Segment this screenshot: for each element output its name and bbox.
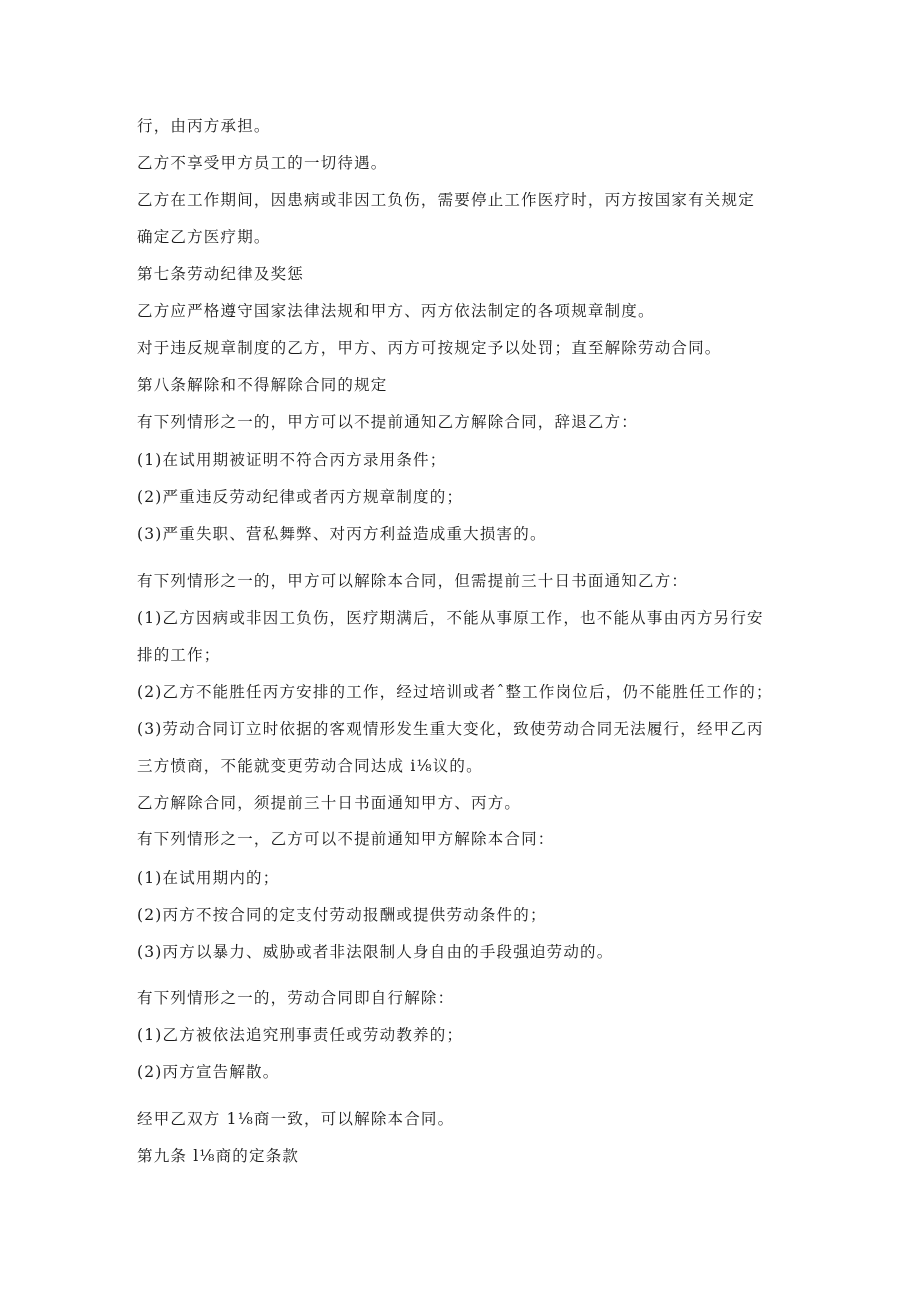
list-item: (2)严重违反劳动纪律或者丙方规章制度的； — [137, 488, 464, 506]
list-item: (1)在试用期被证明不符合丙方录用条件； — [137, 451, 447, 469]
text-line: 对于违反规章制度的乙方，甲方、丙方可按规定予以处罚；直至解除劳动合同。 — [137, 339, 722, 357]
text-line: 经甲乙双方 1⅛商一致，可以解除本合同。 — [137, 1110, 455, 1128]
text-line: 有下列情形之一的，劳动合同即自行解除： — [137, 989, 455, 1007]
list-item: (2)丙方宣告解散。 — [137, 1063, 280, 1081]
text-line: 有下列情形之一的，甲方可以解除本合同，但需提前三十日书面通知乙方： — [137, 572, 689, 590]
list-item: (1)在试用期内的； — [137, 869, 280, 887]
text-line: 排的工作； — [137, 646, 221, 664]
list-item: (1)乙方被依法追究刑事责任或劳动教养的； — [137, 1026, 464, 1044]
list-item: (3)丙方以暴力、威胁或者非法限制人身自由的手段强迫劳动的。 — [137, 943, 614, 961]
text-line: 乙方在工作期间，因患病或非因工负伤，需要停止工作医疗时，丙方按国家有关规定 — [137, 191, 755, 209]
text-line: 有下列情形之一的，甲方可以不提前通知乙方解除合同，辞退乙方： — [137, 413, 639, 431]
section-heading: 第八条解除和不得解除合同的规定 — [137, 376, 388, 394]
list-item: (1)乙方因病或非因工负伤，医疗期满后，不能从事原工作，也不能从事由丙方另行安 — [137, 609, 764, 627]
section-heading: 第七条劳动纪律及奖惩 — [137, 265, 305, 283]
section-heading: 第九条 l⅛商的定条款 — [137, 1147, 300, 1165]
text-line: 乙方应严格遵守国家法律法规和甲方、丙方依法制定的各项规章制度。 — [137, 302, 655, 320]
list-item: (3)严重失职、营私舞弊、对丙方利益造成重大损害的。 — [137, 525, 547, 543]
text-line: 有下列情形之一，乙方可以不提前通知甲方解除本合同： — [137, 830, 555, 848]
text-line: 三方愤商，不能就变更劳动合同达成 i⅛议的。 — [137, 757, 483, 775]
list-item: (2)丙方不按合同的定支付劳动报酬或提供劳动条件的； — [137, 906, 547, 924]
text-line: 确定乙方医疗期。 — [137, 228, 271, 246]
text-line: 乙方解除合同，须提前三十日书面通知甲方、丙方。 — [137, 794, 522, 812]
list-item: (2)乙方不能胜任丙方安排的工作，经过培训或者ˆ整工作岗位后，仍不能胜任工作的； — [137, 683, 773, 701]
list-item: (3)劳动合同订立时依据的客观情形发生重大变化，致使劳动合同无法履行，经甲乙丙 — [137, 720, 764, 738]
text-line: 行，由丙方承担。 — [137, 117, 271, 135]
text-line: 乙方不享受甲方员工的一切待遇。 — [137, 154, 388, 172]
